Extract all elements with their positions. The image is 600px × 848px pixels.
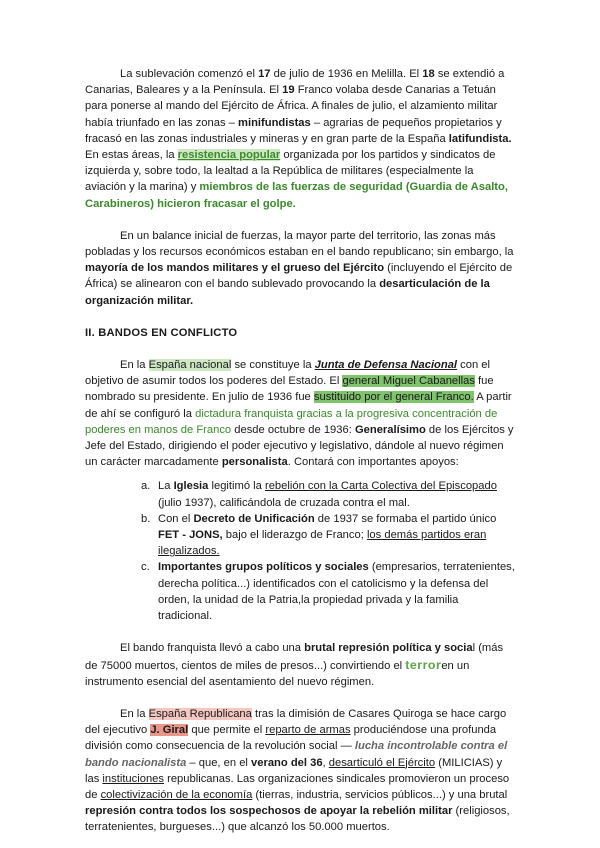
term-espana-republicana: España Republicana <box>148 707 252 720</box>
term-colectivizacion: colectivización de la economía <box>100 788 253 801</box>
term-minifundistas: minifundistas <box>238 116 311 129</box>
date-19: 19 <box>282 84 295 97</box>
term-lucha-incontrolable: lucha incontrolable contra el bando nacionalista <box>85 740 508 769</box>
list-marker: b. <box>141 512 151 525</box>
term-reparto-armas: reparto de armas <box>265 724 351 737</box>
text: La <box>158 480 174 493</box>
text: produciéndose una profunda división como consecuencia de la revolución social — <box>85 724 497 753</box>
term-cabanellas: general Miguel Cabanellas <box>342 375 475 388</box>
text: En un balance inicial de fuerzas, la mayor parte del territorio, las zonas más pobladas y los recursos económicos estaban en el bando republicano; sin embargo, la <box>85 229 514 259</box>
term-personalista: personalista <box>221 456 288 469</box>
term-latifundista: latifundista. <box>448 132 512 145</box>
text: En estas áreas, la <box>85 149 178 162</box>
text: (incluyendo el Ejército de África) se alinearon con el bando sublevado provocando la <box>85 262 513 291</box>
text: (MILICIAS) y las <box>85 756 503 785</box>
text: de los Ejércitos y Jefe del Estado, dirigiendo el poder ejecutivo y legislativo, dándole al nuevo régimen un carácter marcadamente <box>85 423 514 469</box>
term-desarticulo-ejercito: desarticuló el Ejército <box>328 756 436 769</box>
term-sustituido-franco: sustituido por el general Franco. <box>313 391 474 404</box>
term-dictadura-franquista: dictadura franquista gracias a la progresiva concentración de poderes en manos de Franco <box>85 407 498 436</box>
text: de julio de 1936 en Melilla. El <box>270 68 423 80</box>
term-verano-36: verano del 36 <box>251 756 323 769</box>
list-marker: c. <box>141 561 150 574</box>
paragraph-represion <box>85 640 515 690</box>
document-page <box>85 66 515 836</box>
term-resistencia-popular: resistencia popular <box>177 149 281 162</box>
date-17: 17 <box>258 68 271 80</box>
text: tras la dimisión de Casares Quiroga se hace cargo del ejecutivo <box>85 707 507 737</box>
term-fet-jons: FET - JONS, <box>158 529 223 542</box>
text: El bando franquista llevó a cabo una <box>120 642 305 655</box>
text: republicanas. Las organizaciones sindicales promovieron un proceso de <box>85 772 510 801</box>
paragraph-espana-nacional <box>85 357 515 470</box>
text: desde octubre de 1936: <box>231 423 355 436</box>
text: La sublevación comenzó el <box>120 68 259 80</box>
text: En la <box>120 359 149 372</box>
term-espana-nacional: España nacional <box>148 359 232 372</box>
term-junta-defensa: Junta de Defensa Nacional <box>314 359 458 372</box>
text: que permite el <box>188 724 266 737</box>
paragraph-sublevacion <box>85 66 515 212</box>
text: , <box>322 756 329 769</box>
text: l (más de 75000 muertos, cientos de miles de presos...) convirtiendo el <box>85 642 504 672</box>
text: organizada por los partidos y sindicatos de izquierda y, sobre todo, la lealtad a la República de militares (especialmente la aviación y la marina) y <box>85 149 496 194</box>
text: (julio 1937), calificándola de cruzada contra el mal. <box>158 496 410 509</box>
term-instituciones: instituciones <box>102 772 164 785</box>
term-ilegalizados: los demás partidos eran ilegalizados. <box>158 529 487 558</box>
support-list <box>85 478 515 624</box>
text: En la <box>120 707 149 720</box>
text: bajo el liderazgo de Franco; <box>222 529 367 542</box>
list-marker: a. <box>141 480 151 493</box>
paragraph-espana-republicana <box>85 706 515 836</box>
section-heading: II. BANDOS EN CONFLICTO <box>85 326 238 339</box>
text: – agrarias de pequeños propietarios y fracasó en las zonas industriales y mineras y en gran parte de la España <box>85 116 502 145</box>
text: en un instrumento esencial del asentamiento del nuevo régimen. <box>85 659 470 688</box>
term-grupos-politicos: Importantes grupos políticos y sociales <box>158 561 369 574</box>
term-terror: terror <box>405 657 442 672</box>
list-item <box>85 511 515 560</box>
term-decreto-unificacion: Decreto de Unificación <box>193 512 315 525</box>
text: de 1937 se formaba el partido único <box>314 512 497 525</box>
term-represion-sospechosos: represión contra todos los sospechosos de apoyar la rebelión militar <box>85 805 453 818</box>
text: Franco volaba desde Canarias a Tetuán para ponerse al mando del Ejército de África. A finales de julio, el alzamiento militar había triunfado en las zonas – <box>85 84 498 129</box>
text: A partir de ahí se configuró la <box>85 391 512 420</box>
term-giral: J. Giral <box>150 724 189 737</box>
text: (religiosos, terratenientes, burgueses...) que alcanzó los 50.000 muertos. <box>85 805 510 834</box>
term-generalisimo: Generalísimo <box>354 423 426 436</box>
term-carta-colectiva: rebelión con la Carta Colectiva del Episcopado <box>264 480 497 493</box>
text: (tierras, industria, servicios públicos...) y una brutal <box>252 788 508 801</box>
term-iglesia: Iglesia <box>173 480 209 493</box>
text: se constituye la <box>231 359 315 372</box>
text: se extendió a Canarias, Baleares y a la Península. El <box>85 68 505 97</box>
list-item <box>85 478 515 510</box>
paragraph-balance <box>85 228 515 309</box>
text: (empresarios, terratenientes, derecha política...) identificados con el catolicismo y la defensa del orden, la unidad de la Patria,la propiedad privada y la familia tradicional. <box>158 561 515 623</box>
date-18: 18 <box>422 68 435 80</box>
list-item <box>85 559 515 624</box>
text: fue nombrado su presidente. En julio de 1936 fue <box>85 375 494 404</box>
text: . Contará con importantes apoyos: <box>287 456 459 469</box>
text: – que, en el <box>186 756 252 769</box>
term-desarticulacion: desarticulación de la organización militar. <box>85 278 490 307</box>
text: legitimó la <box>208 480 265 493</box>
term-brutal-represion: brutal represión política y socia <box>304 642 473 655</box>
text: con el objetivo de asumir todos los poderes del Estado. El <box>85 359 491 388</box>
term-miembros-fuerzas: miembros de las fuerzas de seguridad (Guardia de Asalto, Carabineros) hicieron fracasar el golpe. <box>85 181 508 210</box>
term-mayoria-mandos: mayoría de los mandos militares y el grueso del Ejército <box>85 262 385 275</box>
text: Con el <box>158 512 194 525</box>
